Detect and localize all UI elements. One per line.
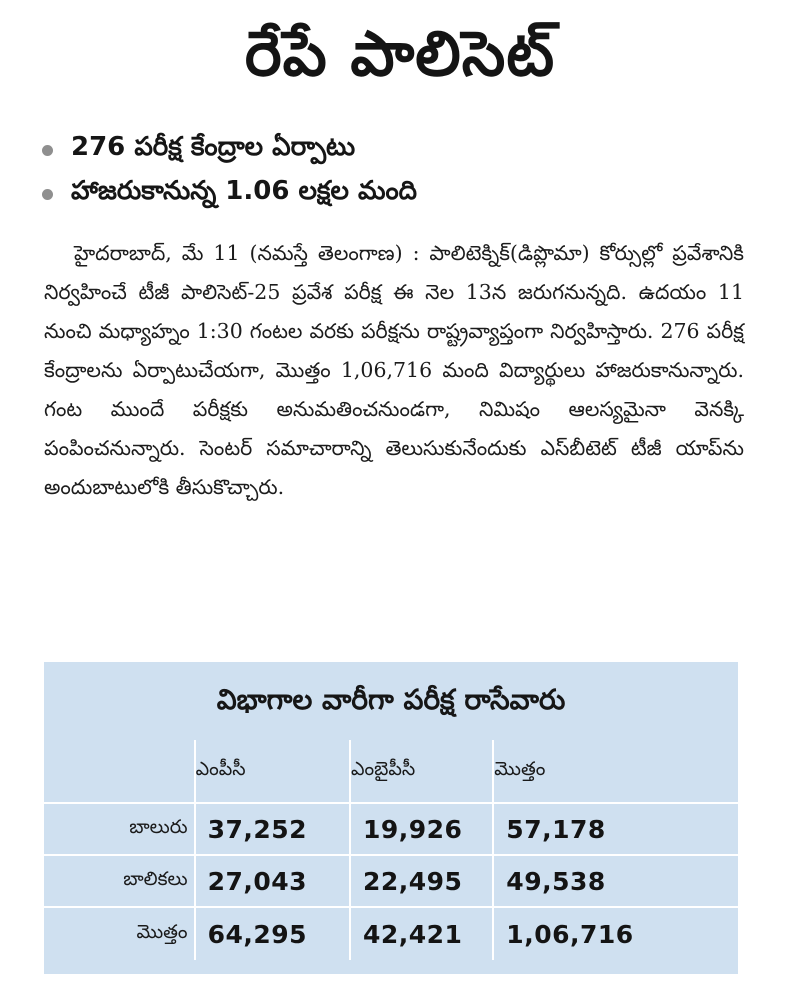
article-body: హైదరాబాద్, మే 11 (నమస్తే తెలంగాణ) : పాలిటెక్నిక్(డిప్లొమా) కోర్సుల్లో ప్రవేశానికి నిర్వహించే టీజీ పాలిసెట్-25 ప్రవేశ పరీక్ష ఈ నెల 13న జరుగనున్నది. ఉదయం 11 నుంచి మధ్యాహ్నం 1:30 గంటల వరకు పరీక్షను రాష్ట్రవ్యాప్తంగా నిర్వహిస్తారు. 276 పరీక్ష కేంద్రాలను ఏర్పాటుచేయగా, మొత్తం 1,06,716 మంది విద్యార్థులు హాజరుకానున్నారు. గంట ముందే పరీక్షకు అనుమతించనుండగా, నిమిషం ఆలస్యమైనా వెనక్కి పంపించనున్నారు. సెంటర్ సమాచారాన్ని తెలుసుకునేందుకు ఎస్‌బీటెట్ టీజీ యాప్‌ను అందుబాటులోకి తీసుకొచ్చారు. (44, 241, 744, 499)
bullet-list (42, 128, 417, 216)
table-cell: 57,178 (493, 803, 738, 855)
table-header-cell (44, 740, 195, 803)
table-header-row (44, 740, 738, 803)
bullet-item (42, 128, 417, 172)
table-cell: 64,295 (195, 907, 350, 960)
headline: రేపే పాలిసెట్ (244, 17, 556, 90)
table-cell: 19,926 (350, 803, 493, 855)
row-label: బాలురు (44, 803, 195, 855)
table-row (44, 803, 738, 855)
stats-table (44, 740, 738, 960)
table-row (44, 855, 738, 907)
bullet-text: 276 పరీక్ష కేంద్రాల ఏర్పాటు (71, 132, 356, 162)
table-header-cell: మొత్తం (493, 740, 738, 803)
bullet-text: హాజరుకానున్న 1.06 లక్షల మంది (71, 176, 418, 206)
table-cell: 22,495 (350, 855, 493, 907)
bullet-item (42, 172, 417, 216)
bullet-dot-icon (42, 189, 53, 200)
bullet-dot-icon (42, 145, 53, 156)
row-label: మొత్తం (44, 907, 195, 960)
table-cell: 1,06,716 (506, 919, 634, 949)
table-cell: 42,421 (350, 907, 493, 960)
table-cell: 37,252 (195, 803, 350, 855)
table-header-cell: ఎంపీసీ (195, 740, 350, 803)
table-cell: 49,538 (493, 855, 738, 907)
table-cell: 27,043 (195, 855, 350, 907)
row-label: బాలికలు (44, 855, 195, 907)
table-title: విభాగాల వారీగా పరీక్ష రాసేవారు (216, 683, 566, 716)
stats-table-box (44, 662, 738, 974)
table-header-cell: ఎంబైపీసీ (350, 740, 493, 803)
table-row (44, 907, 738, 960)
